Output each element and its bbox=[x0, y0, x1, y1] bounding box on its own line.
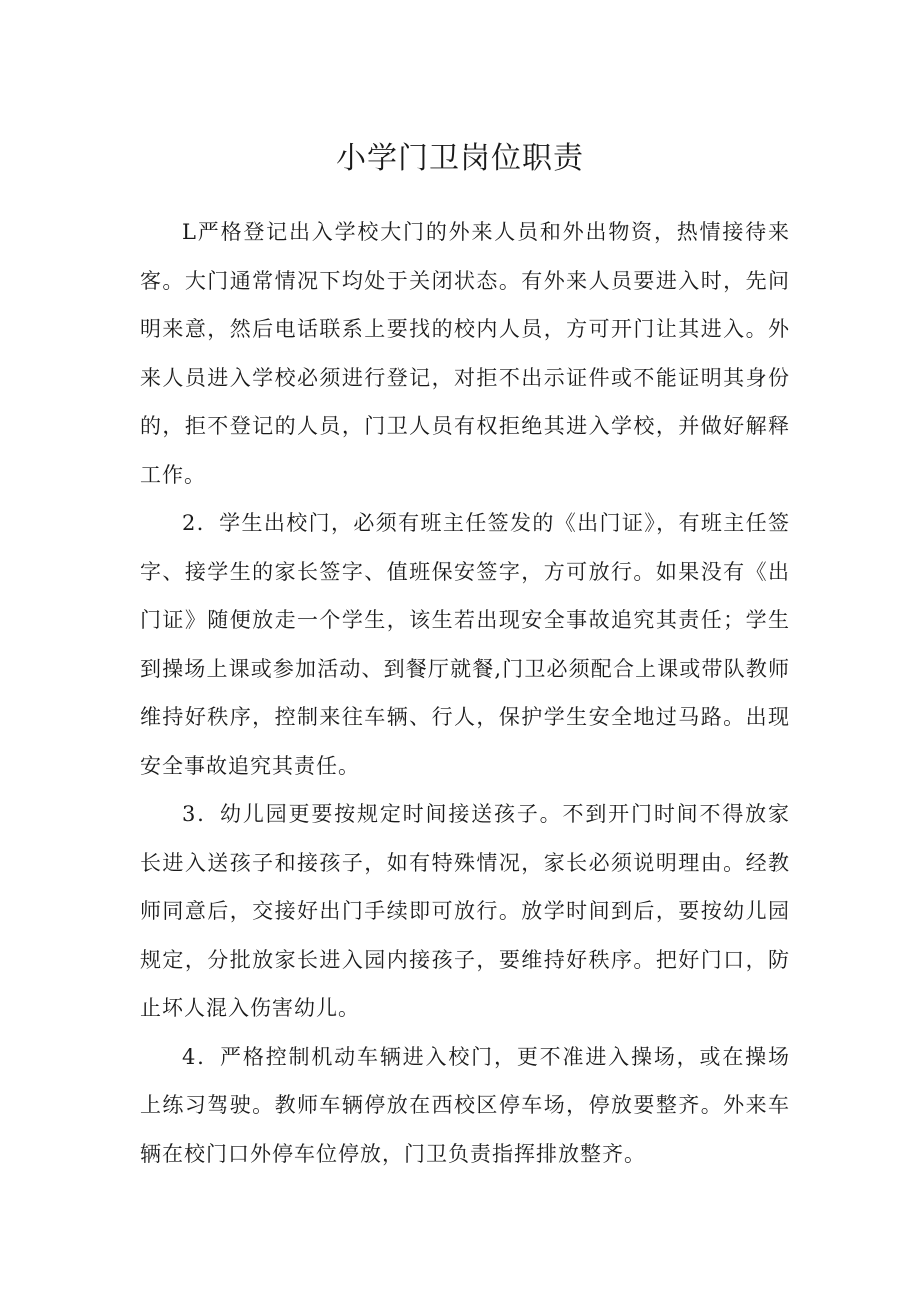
paragraph-3: 3．幼儿园更要按规定时间接送孩子。不到开门时间不得放家长进入送孩子和接孩子，如有特殊情况，家长必须说明理由。经教师同意后，交接好出门手续即可放行。放学时间到后，要按幼儿园规定，分批放家长进入园内接孩子，要维持好秩序。把好门口，防止坏人混入伤害幼儿。 bbox=[140, 802, 790, 1020]
paragraph-1: L严格登记出入学校大门的外来人员和外出物资，热情接待来客。大门通常情况下均处于关闭状态。有外来人员要进入时，先问明来意，然后电话联系上要找的校内人员，方可开门让其进入。外来人员进入学校必须进行登记，对拒不出示证件或不能证明其身份的，拒不登记的人员，门卫人员有权拒绝其进入学校，并做好解释工作。 bbox=[140, 220, 790, 487]
document-title: 小学门卫岗位职责 bbox=[336, 141, 584, 176]
paragraph-4: 4．严格控制机动车辆进入校门，更不准进入操场，或在操场上练习驾驶。教师车辆停放在西校区停车场，停放要整齐。外来车辆在校门口外停车位停放，门卫负责指挥排放整齐。 bbox=[140, 1044, 790, 1166]
paragraph-2: 2．学生出校门，必须有班主任签发的《出门证》，有班主任签字、接学生的家长签字、值班保安签字，方可放行。如果没有《出门证》随便放走一个学生，该生若出现安全事故追究其责任；学生到操场上课或参加活动、到餐厅就餐,门卫必须配合上课或带队教师维持好秩序，控制来往车辆、行人，保护学生安全地过马路。出现安全事故追究其责任。 bbox=[140, 511, 790, 778]
document-body bbox=[140, 208, 790, 1178]
